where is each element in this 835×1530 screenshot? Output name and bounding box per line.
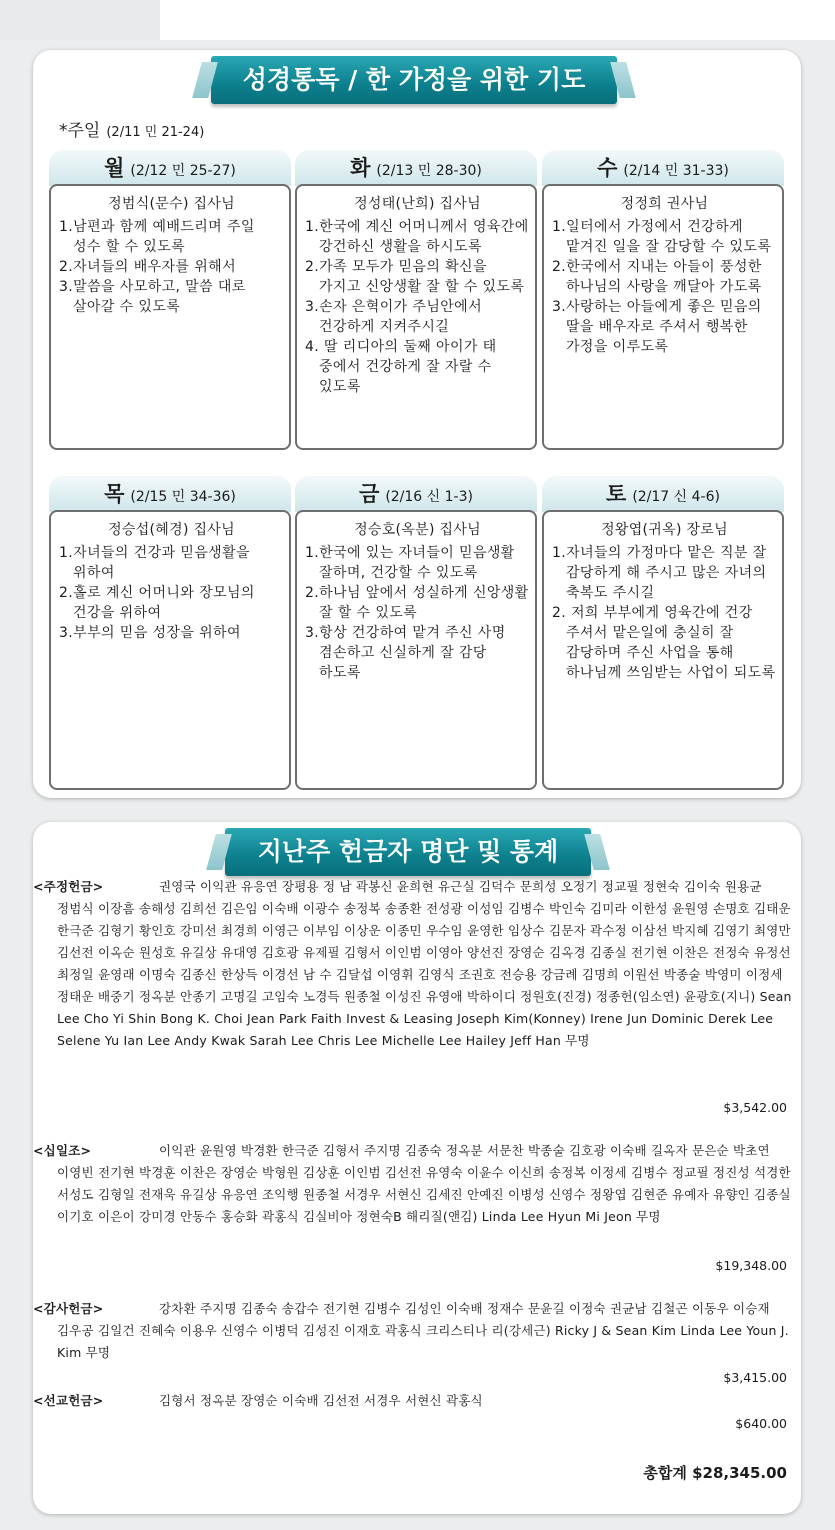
donor-names: 김형서 정옥분 장영순 이숙배 김선전 서경우 서현신 곽홍식: [159, 1393, 483, 1408]
prayer-item: 2. 저희 부부에게 영육간에 건강 주셔서 맡은일에 충실히 잘 감당하며 주신 사업을 통해 하나님께 쓰임받는 사업이 되도록: [552, 605, 776, 681]
offering-section-weekly: [33, 876, 797, 1052]
sunday-label: *주일: [59, 121, 101, 141]
prayer-item: 1.한국에 있는 자녀들이 믿음생활 잘하며, 건강할 수 있도록: [305, 545, 515, 581]
section-amount: $3,415.00: [723, 1370, 787, 1385]
card-header: [49, 150, 291, 186]
offering-panel: [33, 822, 801, 1514]
prayer-item: 3.손자 은혁이가 주님안에서 건강하게 지켜주시길: [305, 299, 483, 335]
offering-section-thanks: [33, 1298, 797, 1364]
donor-names: 권영국 이익관 유응연 장평용 정 남 곽봉신 윤희현 유근실 김덕수 문희성 오정기 정교필 정현숙 김이숙 원용균 정범식 이장흠 송해성 김희선 김은임 이숙배 이광수 송정복 송종환 전성광 이성임 김병수 박인숙 김미라 이한성 윤원영 손명호 김태운 한극준 김형기 황인호 강미선 최경희 이영근 이부임 이상운 이종민 우수임 윤영한 임상수 김문자 곽수정 이삼선 박지혜 김영기 최영만 김선전 이옥순 원성호 유길상 유대영 김호광 유제필 김형서 이인범 이영아 양선진 장영순 김옥경 김종실 전기현 이찬은 전정숙 유정선 최정일 윤영래 이명숙 김종신 한상득 이경선 남 수 김달섭 이영휘 김영식 조권호 전승용 강금례 김명희 이원선 박종술 박영미 이정세 정태운 배중기 정옥분 안종기 고명길 고임숙 노경득 원종철 이성진 유영애 박하이디 정원호(진경) 정종헌(임소연) 윤광호(지니) Sean Lee Cho Yi Shin Bong K. Choi Jean Park Faith Invest & Leasing Joseph Kim(Konney) Irene Jun Dominic Derek Lee Selene Yu Ian Lee Andy Kwak Sarah Lee Chris Lee Michelle Lee Hailey Jeff Han 무명: [57, 879, 792, 1048]
day-ref: (2/16 신 1-3): [385, 489, 473, 505]
section-amount: $640.00: [735, 1416, 787, 1431]
prayer-item: 2.하나님 앞에서 성실하게 신앙생활 잘 할 수 있도록: [305, 585, 529, 621]
day-label: 목: [104, 482, 125, 506]
prayer-item: 2.홀로 계신 어머니와 장모님의 건강을 위하여: [59, 585, 255, 621]
section-label: <감사헌금>: [33, 1301, 104, 1316]
prayer-item: 1.자녀들의 가정마다 맡은 직분 잘 감당하게 해 주시고 많은 자녀의 축복도 주시길: [552, 545, 767, 601]
sunday-reading: [59, 116, 204, 141]
card-body: [49, 510, 291, 790]
day-ref: (2/14 민 31-33): [623, 163, 729, 179]
prayer-item: 3.사랑하는 아들에게 좋은 믿음의 딸을 배우자로 주셔서 행복한 가정을 이루도록: [552, 299, 762, 355]
prayer-card-monday: [49, 150, 291, 450]
offering-title-banner: 지난주 헌금자 명단 및 통계: [225, 828, 591, 876]
section-amount: $19,348.00: [715, 1258, 787, 1273]
top-margin: [160, 0, 835, 40]
day-ref: (2/15 민 34-36): [130, 489, 236, 505]
prayer-panel: [33, 50, 801, 798]
donor-names: 강차환 주지명 김종숙 송갑수 전기현 김병수 김성인 이숙배 정재수 문윤길 이정숙 권균남 김철곤 이동우 이승재 김우공 김일건 진혜숙 이용우 신영수 이병덕 김성진 이재호 곽홍식 크리스티나 리(강세근) Ricky J & Sean Kim Linda Lee Youn J. Kim 무명: [57, 1301, 789, 1360]
sunday-ref: (2/11 민 21-24): [106, 125, 205, 140]
card-body: [295, 510, 537, 790]
card-header: [49, 476, 291, 512]
section-label: <선교헌금>: [33, 1393, 104, 1408]
prayer-card-wednesday: [542, 150, 784, 450]
family-name: 정성태(난희) 집사님: [354, 196, 481, 212]
day-label: 금: [359, 482, 380, 506]
day-label: 월: [104, 156, 125, 180]
prayer-item: 2.가족 모두가 믿음의 확신을 가지고 신앙생활 잘 할 수 있도록: [305, 259, 525, 295]
family-name: 정승호(옥분) 집사님: [354, 522, 481, 538]
day-ref: (2/17 신 4-6): [632, 489, 720, 505]
family-name: 정승섭(혜경) 집사님: [108, 522, 235, 538]
prayer-item: 3.부부의 믿음 성장을 위하여: [59, 625, 241, 641]
section-label: <십일조>: [33, 1143, 92, 1158]
card-body: [295, 184, 537, 450]
offering-section-tithe: [33, 1140, 797, 1228]
prayer-item: 3.항상 건강하여 맡겨 주신 사명 겸손하고 신실하게 잘 감당 하도록: [305, 625, 506, 681]
prayer-item: 1.남편과 함께 예배드리며 주일 성수 할 수 있도록: [59, 219, 255, 255]
prayer-item: 4. 딸 리디아의 둘째 아이가 태 중에서 건강하게 잘 자랄 수 있도록: [305, 339, 497, 395]
family-name: 정정희 권사님: [620, 196, 709, 212]
card-header: [542, 476, 784, 512]
day-ref: (2/13 민 28-30): [376, 163, 482, 179]
prayer-item: 3.말씀을 사모하고, 말씀 대로 살아갈 수 있도록: [59, 279, 246, 315]
card-header: [295, 476, 537, 512]
day-ref: (2/12 민 25-27): [130, 163, 236, 179]
family-name: 정범식(문수) 집사님: [108, 196, 235, 212]
prayer-item: 2.한국에서 지내는 아들이 풍성한 하나님의 사랑을 깨달아 가도록: [552, 259, 762, 295]
prayer-title-banner: 성경통독 / 한 가정을 위한 기도: [211, 56, 617, 104]
prayer-item: 1.한국에 계신 어머니께서 영육간에 강건하신 생활을 하시도록: [305, 219, 529, 255]
card-body: [49, 184, 291, 450]
prayer-item: 1.일터에서 가정에서 건강하게 맡겨진 일을 잘 감당할 수 있도록: [552, 219, 772, 255]
section-label: <주정헌금>: [33, 879, 104, 894]
card-body: [542, 184, 784, 450]
day-label: 수: [597, 156, 618, 180]
prayer-card-thursday: [49, 476, 291, 790]
card-header: [295, 150, 537, 186]
donor-names: 이익관 윤원영 박경환 한극준 김형서 주지명 김종숙 정옥분 서문찬 박종술 김호광 이숙배 길옥자 문은순 박초연 이영빈 전기현 박경훈 이찬은 장영순 박형원 김상훈 이인범 김선전 유영숙 이윤수 이신희 송정복 이정세 김병수 정교필 정진성 석경한 서성도 김형일 전재욱 유길상 유응연 조익행 원종철 서경우 서현신 김세진 안예진 이병성 신영수 정왕엽 김현준 유예자 유향인 김종실 이기호 이은이 강미경 안동수 홍승화 곽홍식 김실비아 정현숙B 해리질(앤김) Linda Lee Hyun Mi Jeon 무명: [57, 1143, 791, 1224]
section-amount: $3,542.00: [723, 1100, 787, 1115]
prayer-card-tuesday: [295, 150, 537, 450]
day-label: 토: [606, 482, 627, 506]
grand-total: 총합계 $28,345.00: [643, 1464, 787, 1482]
card-header: [542, 150, 784, 186]
day-label: 화: [350, 156, 371, 180]
family-name: 정왕엽(귀옥) 장로님: [601, 522, 728, 538]
prayer-card-saturday: [542, 476, 784, 790]
card-body: [542, 510, 784, 790]
offering-section-mission: [33, 1390, 797, 1412]
prayer-item: 2.자녀들의 배우자를 위해서: [59, 259, 237, 275]
prayer-card-friday: [295, 476, 537, 790]
prayer-item: 1.자녀들의 건강과 믿음생활을 위하여: [59, 545, 250, 581]
